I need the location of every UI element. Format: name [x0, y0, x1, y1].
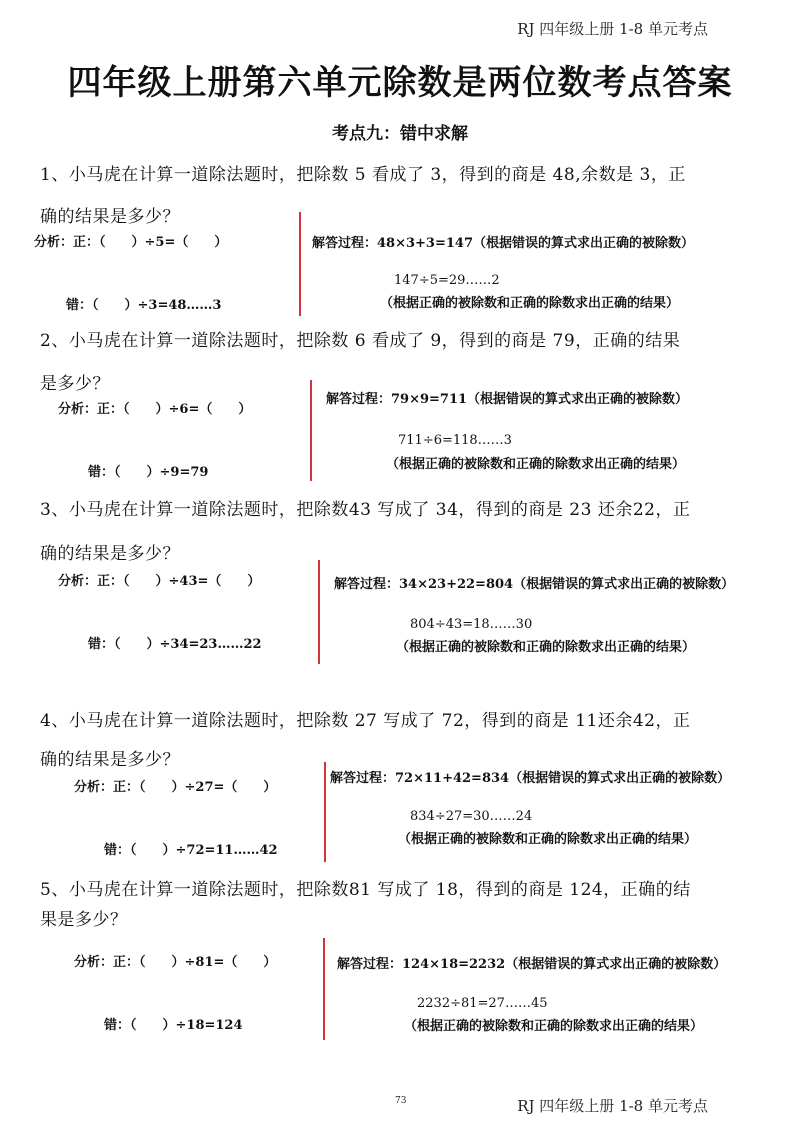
divider-line	[324, 762, 326, 862]
solution-process: 解答过程：48×3+3=147（根据错误的算式求出正确的被除数）	[312, 236, 694, 251]
analysis-wrong: 错：（ ）÷18=124	[104, 1018, 243, 1033]
analysis-right: 分析：正：（ ）÷43=（ ）	[58, 574, 261, 589]
solution-note: （根据正确的被除数和正确的除数求出正确的结果）	[404, 1019, 704, 1034]
page-footer: RJ 四年级上册 1-8 单元考点	[517, 1097, 708, 1115]
question-text-line1: 2、小马虎在计算一道除法题时，把除数 6 看成了 9，得到的商是 79，正确的结果	[40, 331, 681, 351]
question-text-line2: 果是多少？	[40, 910, 128, 930]
analysis-wrong: 错：（ ）÷9=79	[88, 465, 209, 480]
question-text-line2: 确的结果是多少？	[40, 750, 180, 770]
divider-line	[323, 938, 325, 1040]
analysis-wrong: 错：（ ）÷72=11……42	[104, 843, 278, 858]
question-text-line1: 4、小马虎在计算一道除法题时，把除数 27 写成了 72，得到的商是 11还余42，正	[40, 711, 691, 731]
divider-line	[318, 560, 320, 664]
solution-note: （根据正确的被除数和正确的除数求出正确的结果）	[386, 457, 686, 472]
analysis-wrong: 错：（ ）÷34=23……22	[88, 637, 262, 652]
page-title: 四年级上册第六单元除数是两位数考点答案	[67, 63, 733, 103]
question-text-line1: 5、小马虎在计算一道除法题时，把除数81 写成了 18，得到的商是 124，正确的结	[40, 880, 691, 900]
solution-note: （根据正确的被除数和正确的除数求出正确的结果）	[398, 832, 698, 847]
analysis-right: 分析：正：（ ）÷6=（ ）	[58, 402, 252, 417]
question-text-line1: 3、小马虎在计算一道除法题时，把除数43 写成了 34，得到的商是 23 还余22，正	[40, 500, 691, 520]
question-text-line2: 确的结果是多少？	[40, 207, 180, 227]
question-text-line2: 是多少？	[40, 374, 110, 394]
solution-process: 解答过程：124×18=2232（根据错误的算式求出正确的被除数）	[337, 957, 727, 972]
question-text-line1: 1、小马虎在计算一道除法题时，把除数 5 看成了 3，得到的商是 48,余数是 3，正	[40, 165, 686, 185]
solution-process: 解答过程：34×23+22=804（根据错误的算式求出正确的被除数）	[334, 577, 735, 592]
solution-process: 解答过程：79×9=711（根据错误的算式求出正确的被除数）	[326, 392, 689, 407]
solution-process: 解答过程：72×11+42=834（根据错误的算式求出正确的被除数）	[330, 771, 731, 786]
page-number: 73	[395, 1096, 407, 1106]
page-header: RJ 四年级上册 1-8 单元考点	[517, 20, 708, 38]
analysis-right: 分析：正：（ ）÷81=（ ）	[74, 955, 277, 970]
analysis-wrong: 错：（ ）÷3=48……3	[66, 298, 222, 313]
solution-result: 711÷6=118……3	[398, 433, 512, 448]
analysis-right: 分析：正：（ ）÷27=（ ）	[74, 780, 277, 795]
solution-note: （根据正确的被除数和正确的除数求出正确的结果）	[396, 640, 696, 655]
solution-result: 2232÷81=27……45	[417, 996, 548, 1011]
divider-line	[299, 212, 301, 316]
section-subtitle: 考点九：错中求解	[332, 124, 468, 144]
divider-line	[310, 380, 312, 481]
solution-result: 834÷27=30……24	[410, 809, 533, 824]
question-text-line2: 确的结果是多少？	[40, 544, 180, 564]
analysis-right: 分析：正：（ ）÷5=（ ）	[34, 235, 228, 250]
solution-result: 804÷43=18……30	[410, 617, 533, 632]
solution-result: 147÷5=29……2	[394, 273, 500, 288]
solution-note: （根据正确的被除数和正确的除数求出正确的结果）	[380, 296, 680, 311]
